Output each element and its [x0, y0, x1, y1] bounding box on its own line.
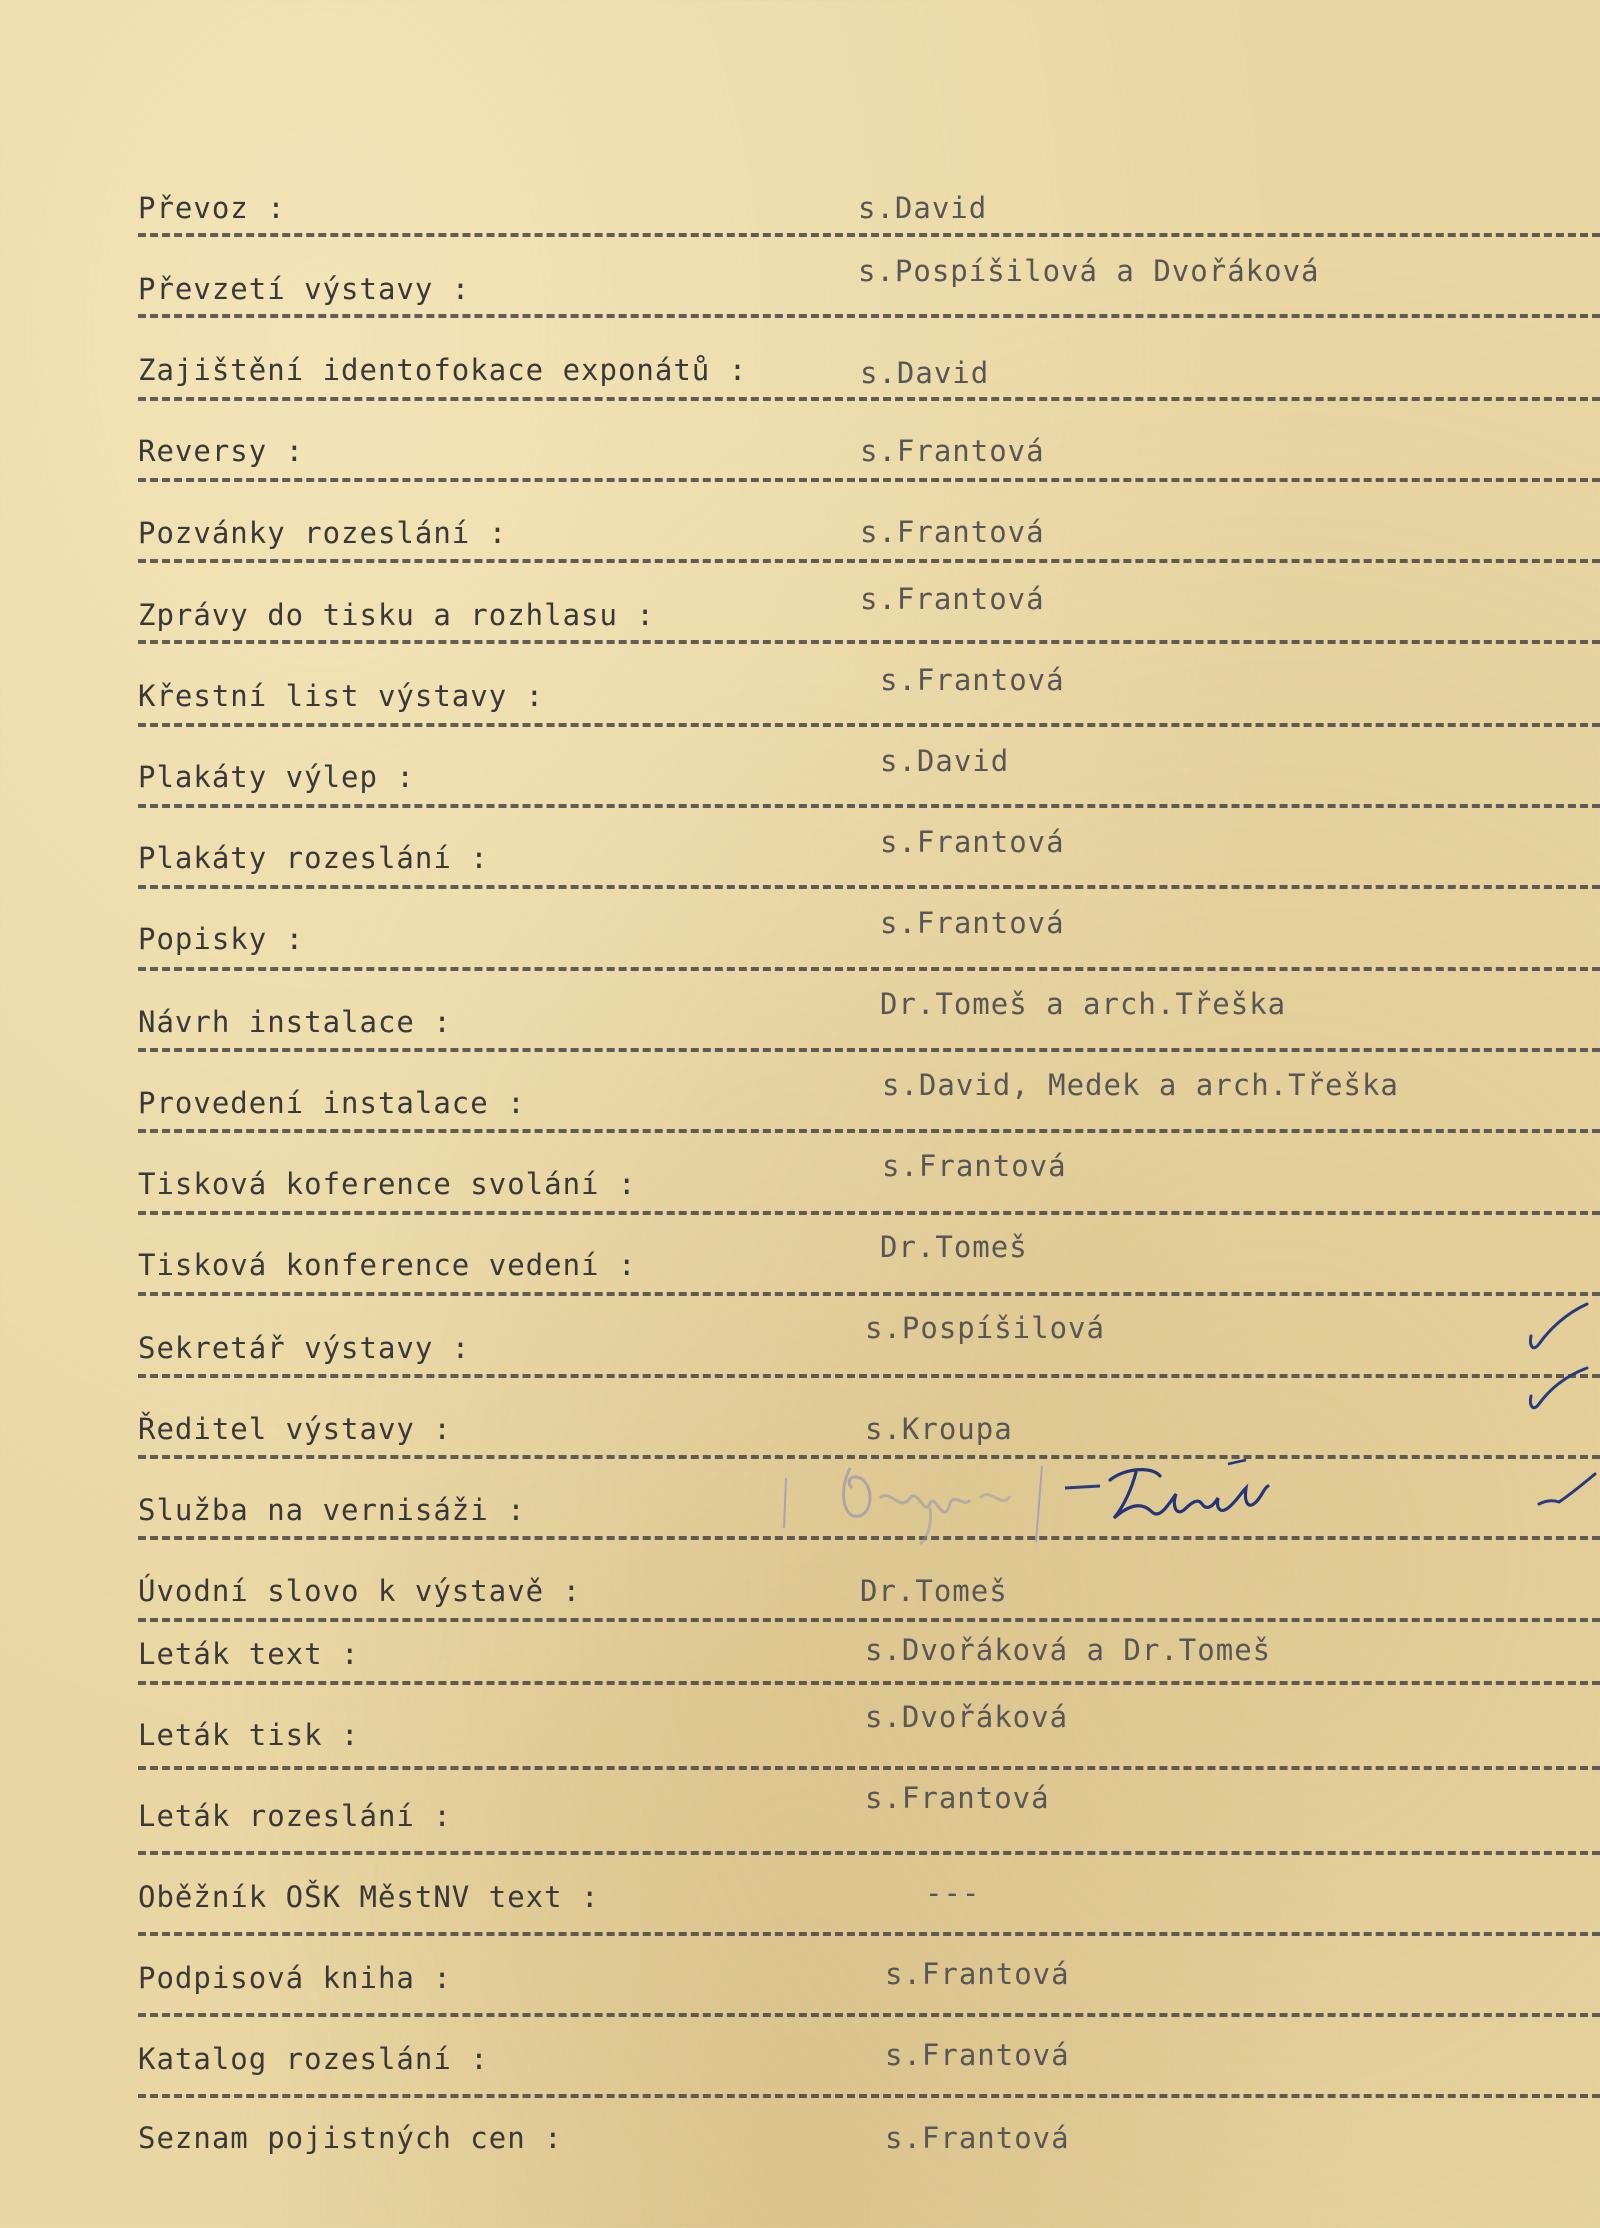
row-label: Leták text : [138, 1637, 360, 1671]
dashed-divider [138, 1129, 1600, 1133]
dashed-divider [138, 233, 1600, 237]
row-label: Ředitel výstavy : [138, 1412, 452, 1446]
handwritten-signature [780, 1458, 1400, 1548]
list-item [130, 1862, 1600, 1943]
dashed-divider [138, 1766, 1600, 1770]
row-value: s.Dvořáková a Dr.Tomeš [865, 1633, 1272, 1667]
row-value: s.Frantová [885, 2121, 1070, 2155]
row-value: s.Frantová [885, 1957, 1070, 1991]
list-item [130, 2024, 1600, 2105]
row-label: Křestní list výstavy : [138, 679, 545, 713]
row-label: Úvodní slovo k výstavě : [138, 1574, 582, 1608]
dashed-divider [138, 1932, 1600, 1936]
dashed-divider [138, 1292, 1600, 1296]
list-item [130, 244, 1600, 325]
dashed-divider [138, 397, 1600, 401]
dashed-divider [138, 640, 1600, 644]
row-value: s.Frantová [882, 1149, 1067, 1183]
row-label: Podpisová kniha : [138, 1961, 452, 1995]
row-value: s.Frantová [880, 663, 1065, 697]
list-item [130, 487, 1600, 568]
handwritten-text [420, 1462, 429, 1463]
checkmark-icon [1525, 1300, 1595, 1360]
row-label: Převoz : [138, 191, 286, 225]
row-value: s.Pospíšilová [865, 1311, 1105, 1345]
checkmark-icon [1525, 1360, 1595, 1420]
dashed-divider [138, 723, 1600, 727]
dashed-divider [138, 478, 1600, 482]
dashed-divider [138, 1211, 1600, 1215]
list-item [130, 325, 1600, 406]
dashed-divider [138, 1851, 1600, 1855]
list-item [130, 1943, 1600, 2024]
row-value: s.Frantová [880, 825, 1065, 859]
dashed-divider [138, 804, 1600, 808]
row-value: s.Frantová [860, 515, 1045, 549]
row-label: Seznam pojistných cen : [138, 2121, 563, 2155]
dashed-divider [138, 314, 1600, 318]
list-item [130, 2105, 1600, 2186]
dashed-divider [138, 1048, 1600, 1052]
row-value: Dr.Tomeš [880, 1230, 1028, 1264]
list-item [130, 1621, 1600, 1702]
row-value: s.Kroupa [865, 1412, 1013, 1446]
row-value: s.David, Medek a arch.Třeška [882, 1068, 1399, 1102]
row-label: Zajištění identofokace exponátů : [138, 353, 748, 387]
row-value: s.David [858, 191, 988, 225]
dashed-divider [138, 2013, 1600, 2017]
list-item [130, 1700, 1600, 1781]
list-item [130, 1216, 1600, 1297]
list-item [130, 973, 1600, 1054]
list-item [130, 1135, 1600, 1216]
row-value: s.Frantová [865, 1781, 1050, 1815]
list-item [130, 649, 1600, 730]
list-item [130, 568, 1600, 649]
row-value: s.Frantová [885, 2038, 1070, 2072]
row-label: Služba na vernisáži : [138, 1493, 526, 1527]
row-label: Katalog rozeslání : [138, 2042, 489, 2076]
dashed-divider [138, 885, 1600, 889]
row-value: s.David [860, 356, 990, 390]
list-item [130, 1054, 1600, 1135]
list-item [130, 1297, 1600, 1378]
row-value: s.Frantová [860, 582, 1045, 616]
list-item [130, 892, 1600, 973]
row-label: Tisková konference vedení : [138, 1248, 637, 1282]
row-label: Návrh instalace : [138, 1005, 452, 1039]
dashed-divider [138, 559, 1600, 563]
row-label: Sekretář výstavy : [138, 1331, 471, 1365]
dashed-divider [138, 2094, 1600, 2098]
row-label: Zprávy do tisku a rozhlasu : [138, 598, 655, 632]
row-label: Reversy : [138, 434, 305, 468]
row-label: Tisková koference svolání : [138, 1167, 637, 1201]
list-item [130, 1378, 1600, 1459]
row-value: s.Pospíšilová a Dvořáková [858, 254, 1320, 288]
list-item [130, 406, 1600, 487]
row-value: s.Frantová [860, 434, 1045, 468]
row-label: Popisky : [138, 922, 305, 956]
row-label: Převzetí výstavy : [138, 272, 471, 306]
row-label: Plakáty rozeslání : [138, 841, 489, 875]
list-item [130, 811, 1600, 892]
checkmark-icon [1535, 1470, 1600, 1530]
row-label: Leták tisk : [138, 1718, 360, 1752]
row-value: s.Frantová [880, 906, 1065, 940]
row-label: Plakáty výlep : [138, 760, 415, 794]
row-value: --- [925, 1876, 981, 1910]
row-label: Pozvánky rozeslání : [138, 516, 508, 550]
list-item [130, 1781, 1600, 1862]
row-label: Leták rozeslání : [138, 1799, 452, 1833]
list-item [130, 730, 1600, 811]
row-label: Provedení instalace : [138, 1086, 526, 1120]
dashed-divider [138, 967, 1600, 971]
row-value: s.David [880, 744, 1010, 778]
row-label: Oběžník OŠK MěstNV text : [138, 1880, 600, 1914]
list-item [130, 1540, 1600, 1621]
list-item [130, 163, 1600, 244]
dashed-divider [138, 1681, 1600, 1685]
row-value: Dr.Tomeš a arch.Třeška [880, 987, 1287, 1021]
row-value: s.Dvořáková [865, 1700, 1069, 1734]
row-value: Dr.Tomeš [860, 1574, 1008, 1608]
